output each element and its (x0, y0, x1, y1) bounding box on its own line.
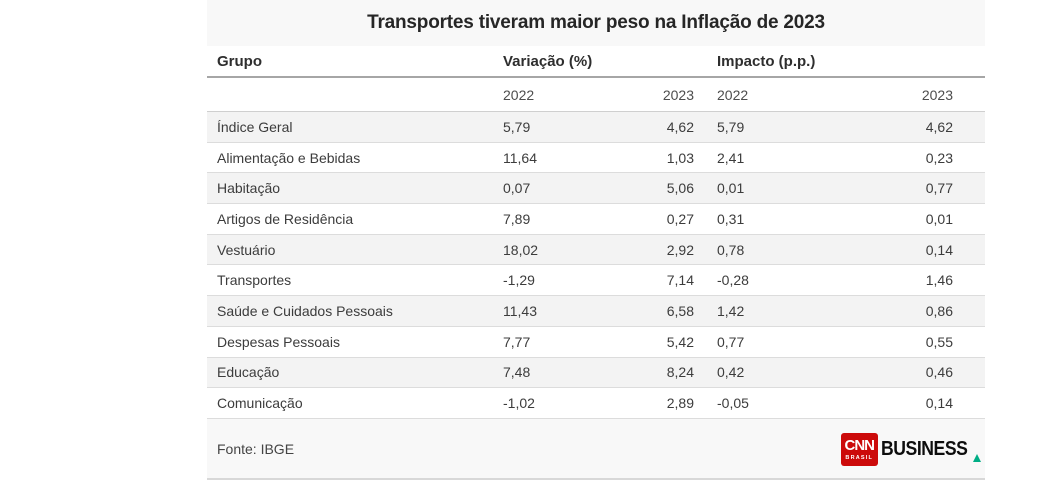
cell-variacao-2023: 2,92 (666, 241, 694, 258)
row-group-label: Artigos de Residência (217, 210, 354, 227)
cell-variacao-2022: 7,48 (503, 364, 531, 381)
cnn-brasil-text: BRASIL (845, 454, 874, 461)
cell-impacto-2023: 0,86 (925, 302, 953, 319)
table-row (207, 143, 985, 174)
infographic-card (207, 0, 985, 480)
table-row (207, 296, 985, 327)
cell-impacto-2023: 0,23 (925, 149, 953, 166)
title-band (207, 0, 985, 46)
row-group-label: Despesas Pessoais (217, 333, 340, 350)
cell-impacto-2022: 1,42 (717, 302, 745, 319)
cell-variacao-2022: 11,64 (503, 149, 537, 166)
cell-impacto-2022: 2,41 (717, 149, 745, 166)
subheader-impacto-2022: 2022 (717, 86, 749, 103)
table-row (207, 265, 985, 296)
cell-variacao-2023: 4,62 (666, 118, 694, 135)
cell-impacto-2022: 0,78 (717, 241, 745, 258)
cell-variacao-2022: 18,02 (503, 241, 539, 258)
table-header-row (207, 46, 985, 78)
cnn-logo-text: CNN (844, 436, 874, 454)
table-row (207, 327, 985, 358)
business-logo-text: BUSINESS (880, 437, 968, 460)
table-row (207, 112, 985, 143)
cell-variacao-2022: -1,02 (503, 395, 535, 412)
cell-impacto-2023: 0,77 (925, 180, 953, 197)
row-group-label: Saúde e Cuidados Pessoais (217, 302, 393, 319)
table-row (207, 235, 985, 266)
cell-impacto-2023: 0,14 (925, 395, 953, 412)
cell-variacao-2023: 2,89 (666, 395, 694, 412)
cell-variacao-2022: 7,89 (503, 210, 531, 227)
cell-impacto-2023: 4,62 (925, 118, 953, 135)
table-row (207, 388, 985, 419)
cell-impacto-2022: 0,42 (717, 364, 745, 381)
logo-triangle-icon (973, 454, 981, 462)
row-group-label: Comunicação (217, 395, 303, 412)
footer (207, 419, 985, 480)
table-row (207, 358, 985, 389)
cell-impacto-2022: 0,01 (717, 180, 745, 197)
cell-variacao-2023: 1,03 (666, 149, 694, 166)
cell-impacto-2023: 0,01 (925, 210, 953, 227)
cell-variacao-2022: 0,07 (503, 180, 531, 197)
column-header-impacto: Impacto (p.p.) (717, 52, 816, 70)
cell-variacao-2023: 7,14 (666, 272, 694, 289)
column-header-variacao: Variação (%) (503, 52, 593, 70)
row-group-label: Alimentação e Bebidas (217, 149, 361, 166)
page-title: Transportes tiveram maior peso na Inflação de 2023 (367, 12, 825, 33)
row-group-label: Educação (217, 364, 280, 381)
cell-variacao-2022: 5,79 (503, 118, 531, 135)
cell-variacao-2023: 5,06 (666, 180, 694, 197)
cell-impacto-2023: 0,14 (925, 241, 953, 258)
table-subheader-row (207, 78, 985, 112)
row-group-label: Habitação (217, 180, 281, 197)
cnn-brasil-logo-icon (841, 433, 878, 466)
source-label: Fonte: IBGE (217, 441, 295, 458)
cell-impacto-2022: 5,79 (717, 118, 745, 135)
cell-variacao-2022: 11,43 (503, 302, 537, 319)
cell-impacto-2022: -0,28 (717, 272, 749, 289)
cell-variacao-2023: 5,42 (666, 333, 694, 350)
cell-impacto-2022: 0,77 (717, 333, 745, 350)
row-group-label: Índice Geral (217, 118, 293, 135)
subheader-variacao-2023: 2023 (662, 86, 694, 103)
cell-variacao-2023: 6,58 (666, 302, 694, 319)
subheader-variacao-2022: 2022 (503, 86, 535, 103)
column-header-grupo: Grupo (217, 52, 262, 70)
cell-variacao-2023: 8,24 (666, 364, 694, 381)
cell-impacto-2023: 1,46 (925, 272, 953, 289)
row-group-label: Vestuário (217, 241, 276, 258)
row-group-label: Transportes (217, 272, 292, 289)
table-row (207, 204, 985, 235)
table-row (207, 173, 985, 204)
cell-impacto-2023: 0,55 (925, 333, 953, 350)
cnn-business-logo (841, 433, 981, 466)
cell-variacao-2022: -1,29 (503, 272, 535, 289)
cell-impacto-2022: 0,31 (717, 210, 745, 227)
cell-impacto-2022: -0,05 (717, 395, 749, 412)
cell-impacto-2023: 0,46 (925, 364, 953, 381)
cell-variacao-2022: 7,77 (503, 333, 531, 350)
subheader-impacto-2023: 2023 (921, 86, 953, 103)
cell-variacao-2023: 0,27 (666, 210, 694, 227)
